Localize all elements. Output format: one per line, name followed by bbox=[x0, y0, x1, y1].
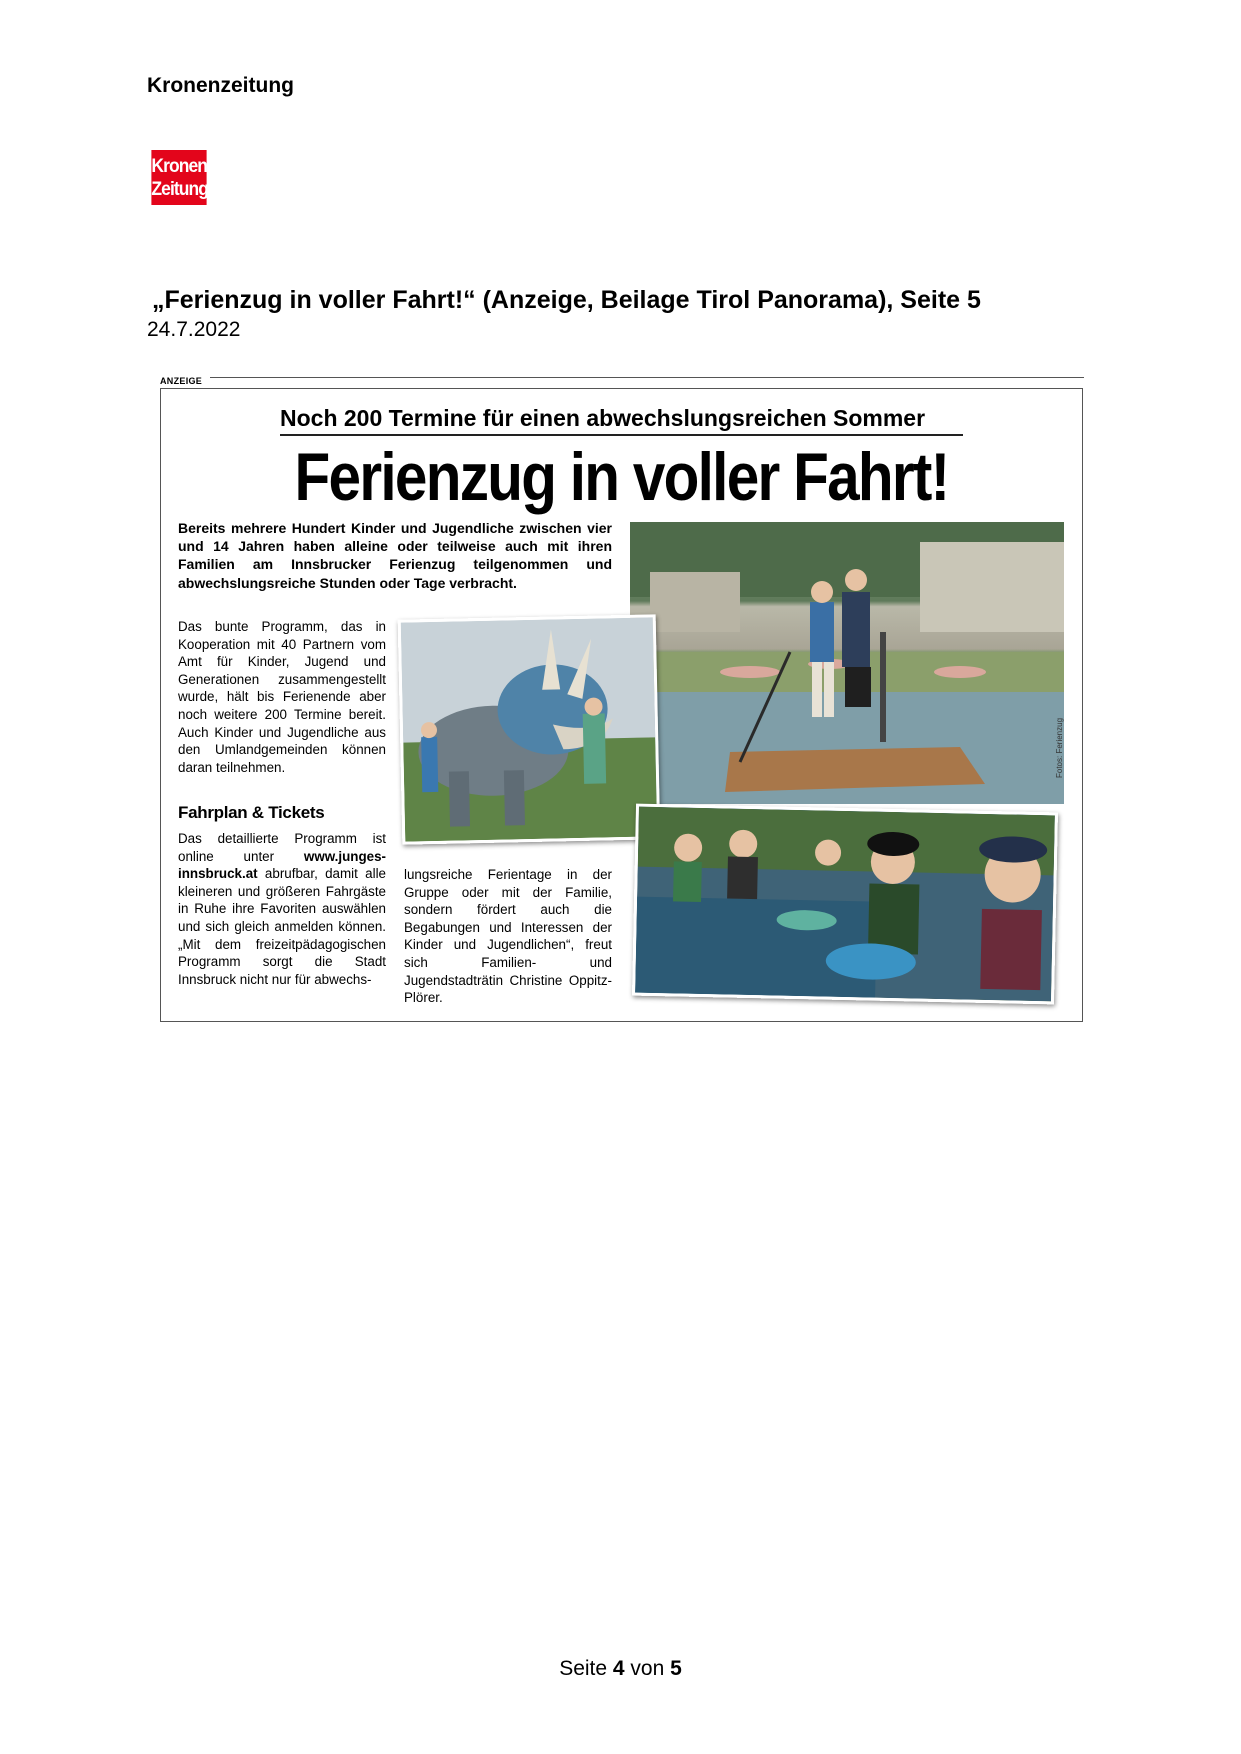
photo-credit: Fotos: Ferienzug bbox=[1055, 717, 1064, 778]
clipping-title: Ferienzug in voller Fahrt! bbox=[294, 439, 949, 515]
lead-paragraph: Bereits mehrere Hundert Kinder und Jugendliche zwischen vier und 14 Jahren haben alleine oder teilweise auch mit ihren Familien am Innsbrucker Ferienzug teilgenommen und abwechslungsreiche Stunden oder Tage verbracht. bbox=[178, 520, 612, 591]
footer-current-page: 4 bbox=[612, 1657, 625, 1680]
body-paragraph-2-pre: Das detaillierte Programm ist online unter bbox=[178, 831, 386, 864]
kronen-zeitung-logo bbox=[151, 150, 209, 205]
raft-illustration bbox=[630, 522, 1064, 804]
photo-gold-panning bbox=[632, 804, 1058, 1005]
dino-illustration bbox=[401, 617, 658, 841]
body-paragraph-2-post: abrufbar, damit alle kleineren und größeren Fahrgäste in Ruhe ihre Favoriten auswählen und sich gleich anmelden können. „Mit dem freizeitpädagogischen Programm sorgt die Stadt Innsbruck nicht nur für abwechs- bbox=[178, 866, 386, 987]
page-footer bbox=[0, 1657, 1241, 1681]
logo-line-1: Kronen bbox=[151, 155, 208, 177]
subheading: Fahrplan & Tickets bbox=[178, 803, 325, 822]
top-rule bbox=[210, 377, 1084, 378]
gold-panning-illustration bbox=[635, 807, 1055, 1002]
body-paragraph-2 bbox=[178, 830, 386, 988]
article-headline: „Ferienzug in voller Fahrt!“ (Anzeige, Beilage Tirol Panorama), Seite 5 bbox=[152, 286, 981, 314]
clipping-kicker: Noch 200 Termine für einen abwechslungsreichen Sommer bbox=[280, 405, 926, 431]
logo-line-2: Zeitung bbox=[151, 178, 209, 200]
kicker-underline bbox=[280, 434, 963, 436]
body-paragraph-1: Das bunte Programm, das in Kooperation mit 40 Partnern vom Amt für Kinder, Jugend und Generationen zusammengestellt wurde, hält bis Ferienende aber noch weitere 200 Termine bereit. Auch Kinder und Jugendliche aus den Umlandgemeinden können daran teilnehmen. bbox=[178, 619, 386, 775]
footer-middle: von bbox=[624, 1657, 671, 1680]
body-paragraph-3: lungsreiche Ferientage in der Gruppe oder mit der Familie, sondern fördert auch die Begabungen und Interessen der Kinder und Jugendlichen“, freut sich Familien- und Jugendstadträtin Christine Oppitz-Plörer. bbox=[404, 867, 612, 1006]
photo-triceratops-statue bbox=[398, 614, 661, 844]
website-link[interactable]: www.junges-innsbruck.at bbox=[178, 848, 386, 882]
footer-total-pages: 5 bbox=[670, 1657, 682, 1680]
footer-prefix: Seite bbox=[559, 1657, 613, 1680]
source-name: Kronenzeitung bbox=[147, 74, 294, 97]
article-date: 24.7.2022 bbox=[147, 318, 241, 341]
advertisement-label: ANZEIGE bbox=[160, 376, 203, 386]
photo-children-on-raft bbox=[630, 522, 1064, 804]
